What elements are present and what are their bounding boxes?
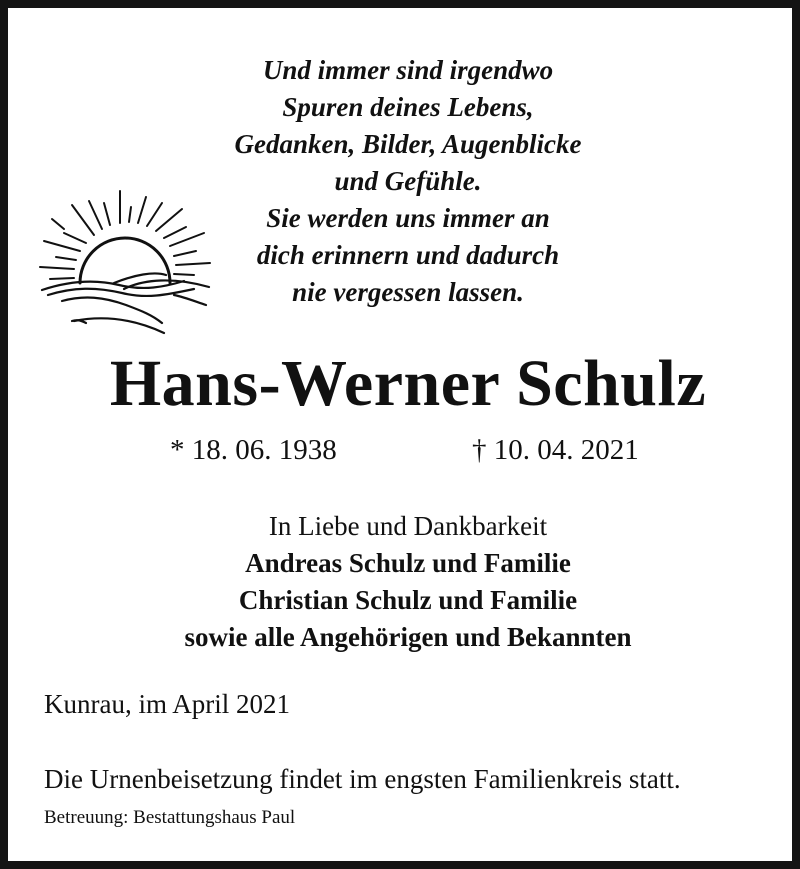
place-and-date: Kunrau, im April 2021 — [44, 689, 290, 719]
memorial-poem — [178, 52, 638, 311]
poem-line: Gedanken, Bilder, Augenblicke — [234, 129, 582, 159]
urn-burial-notice: Die Urnenbeisetzung findet im engsten Familienkreis statt. — [44, 764, 681, 794]
poem-line: Sie werden uns immer an — [266, 203, 550, 233]
signer-line: sowie alle Angehörigen und Bekannten — [184, 622, 632, 652]
mourners-block — [8, 508, 800, 656]
poem-line: nie vergessen lassen. — [292, 277, 524, 307]
signer-line: Andreas Schulz und Familie — [245, 548, 571, 578]
signers-intro: In Liebe und Dankbarkeit — [268, 511, 548, 541]
death-date: † 10. 04. 2021 — [472, 434, 639, 466]
birth-date: * 18. 06. 1938 — [170, 434, 337, 466]
sunset-over-hills-icon — [34, 183, 224, 338]
poem-line: und Gefühle. — [334, 166, 482, 196]
funeral-home-notice: Betreuung: Bestattungshaus Paul — [44, 807, 296, 828]
poem-line: Spuren deines Lebens, — [282, 92, 534, 122]
poem-line: Und immer sind irgendwo — [262, 55, 554, 85]
poem-line: dich erinnern und dadurch — [256, 240, 560, 270]
signer-line: Christian Schulz und Familie — [238, 585, 578, 615]
deceased-name: Hans-Werner Schulz — [109, 347, 707, 420]
